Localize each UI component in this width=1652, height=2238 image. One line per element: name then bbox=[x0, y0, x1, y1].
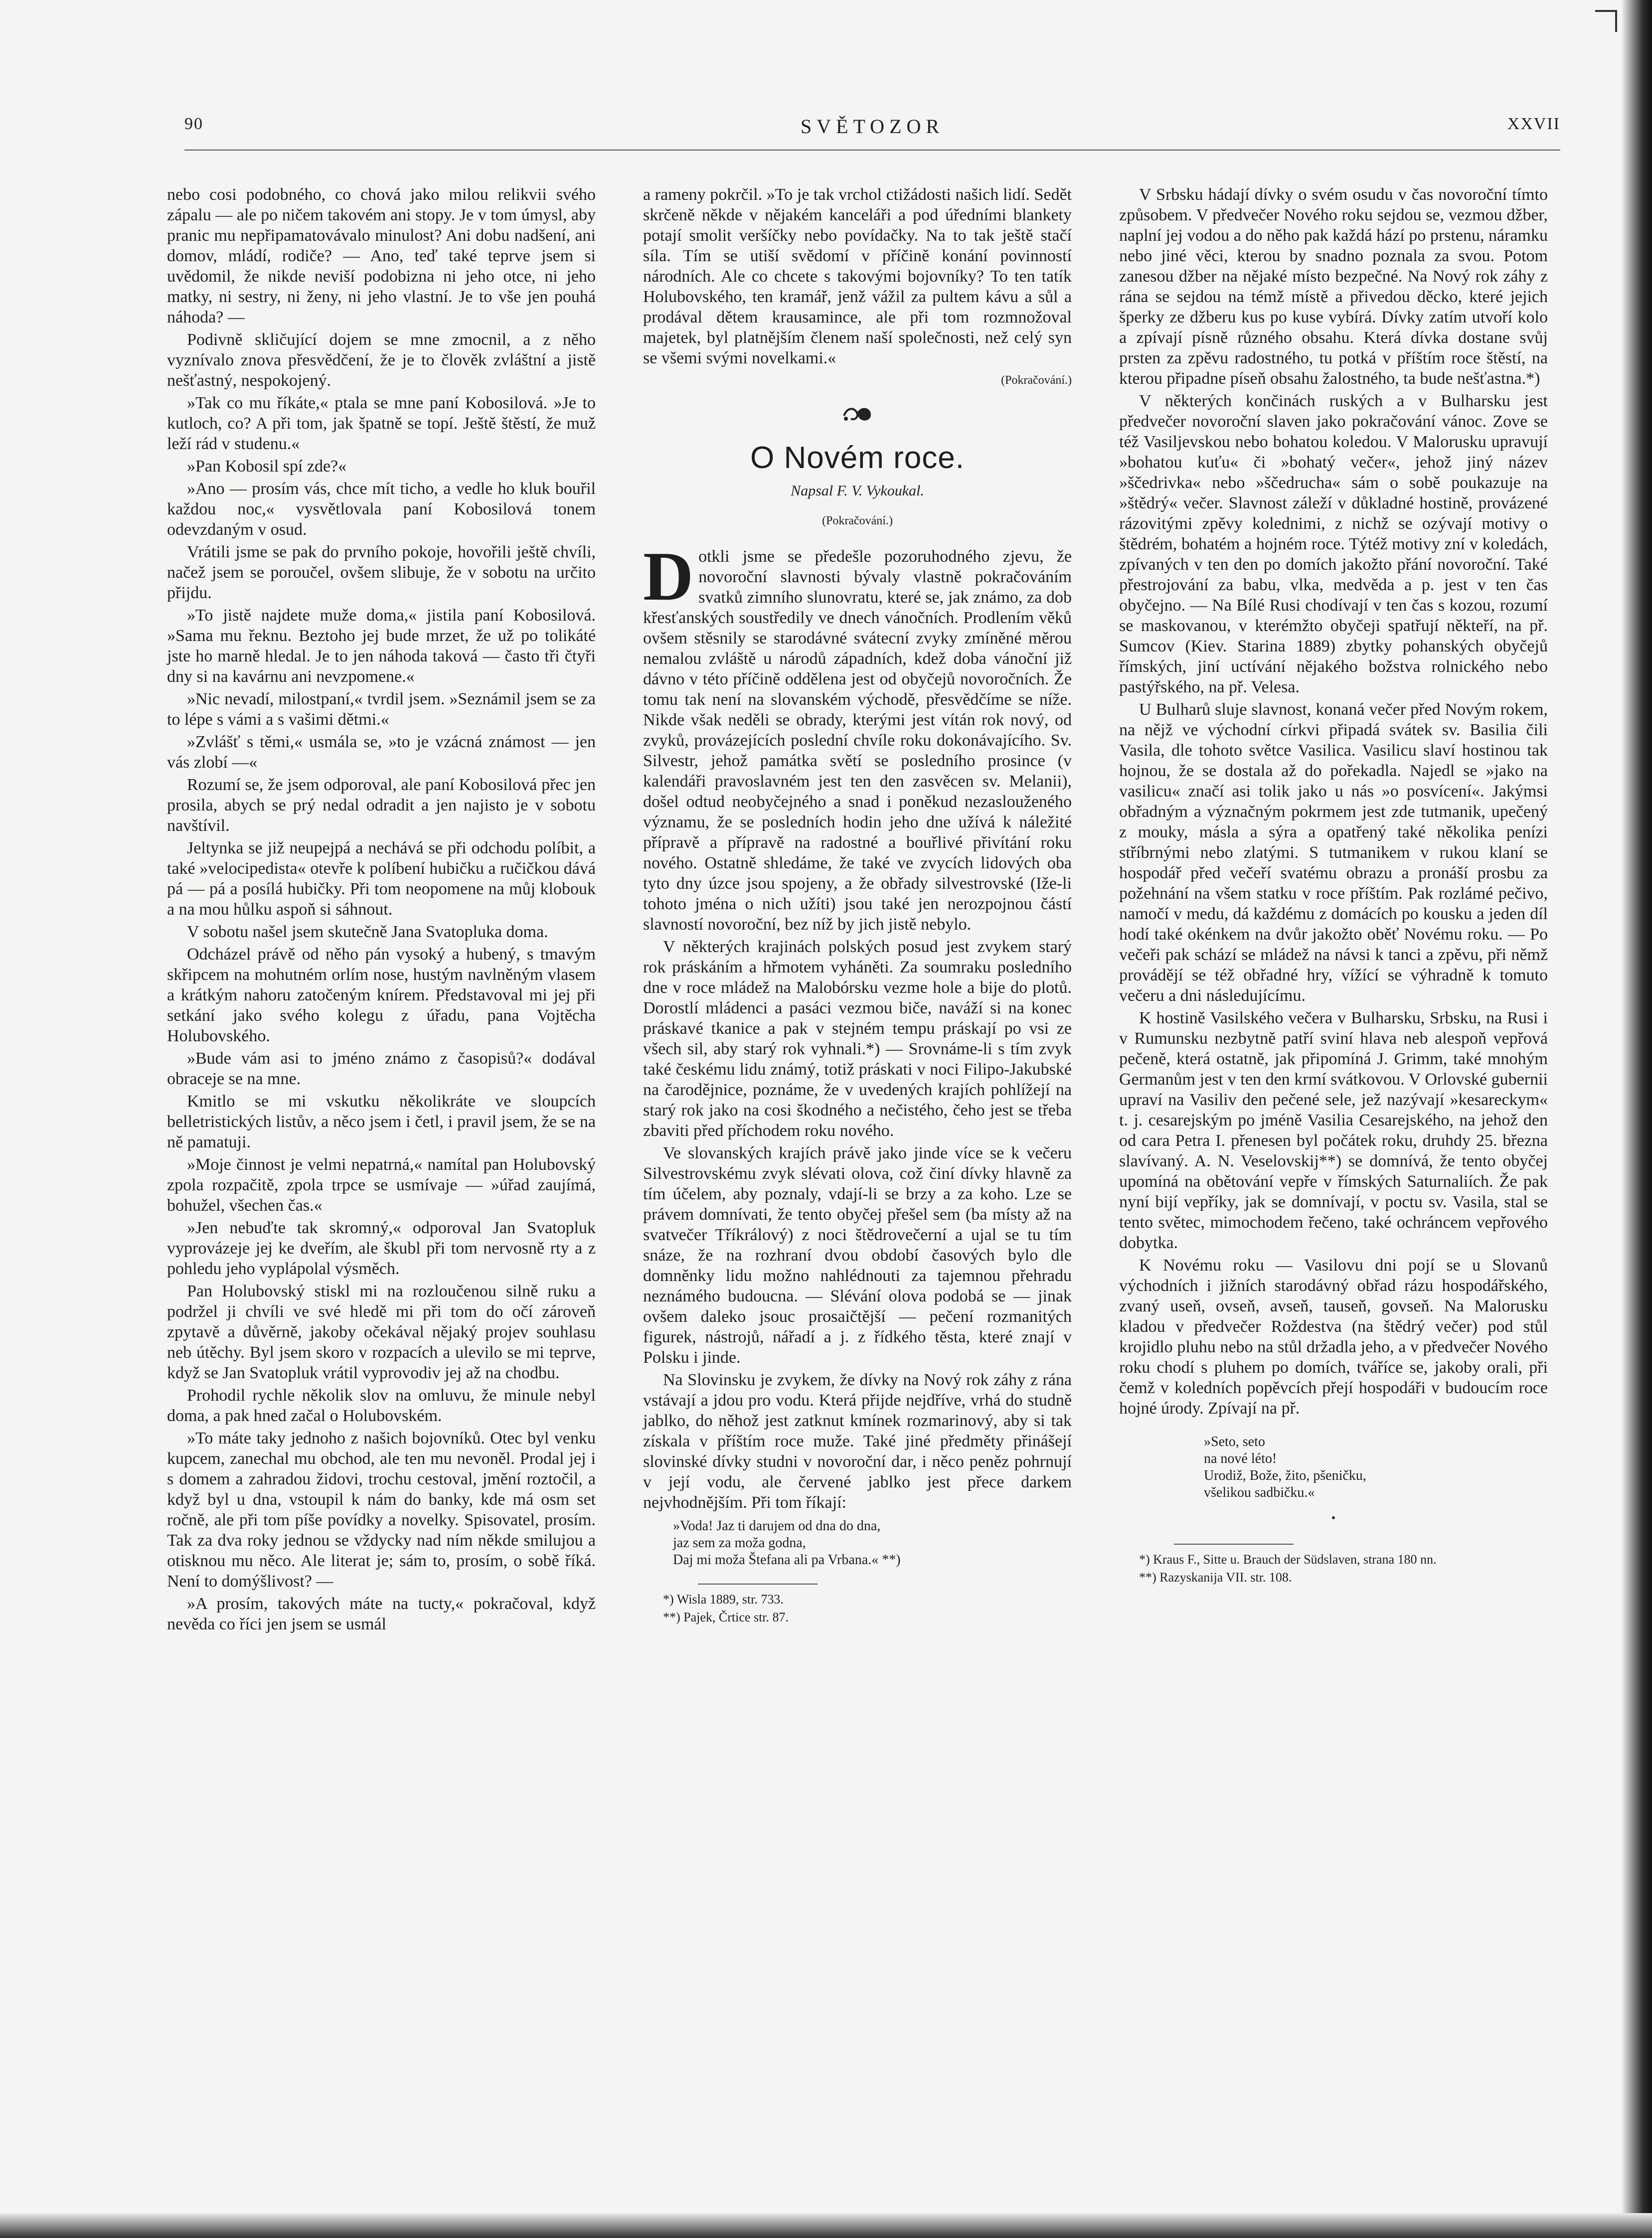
paragraph: K hostině Vasilského večera v Bulharsku, Srbsku, na Rusi i v Rumunsku nezbytně patří sviní hlava neb alespoň vepřová pečeně, která ostatně, jak připomíná J. Grimm, také mnohým Germanům jest v ten den krmí svátkovou. V Orlovské gubernii upraví na Vasiliv den pečené sele, jež nazývají »kesareckym« t. j. cesarejským po jméně Vasilia Cesarejského, na jehož den od cara Petra I. přenesen byl počátek roku, druhdy 25. března slavívaný. A. N. Veselovskij**) se domnívá, že tento obyčej upomíná na obětování vepře v římských Saturnaliích. Že pak nyní bijí vepříky, jak se domnívají, v poctu sv. Vasila, stal se tento světec, mimochodem řečeno, také ochráncem vepřového dobytka. bbox=[1119, 1009, 1548, 1252]
paragraph: Prohodil rychle několik slov na omluvu, že minule nebyl doma, a pak hned začal o Holubovském. bbox=[167, 1386, 596, 1425]
paragraph: a rameny pokrčil. »To je tak vrchol ctižádosti našich lidí. Sedět skrčeně někde v nějakém kanceláři a pod úředními blankety potají smolit veršíčky nebo povídačky. Na to tak ještě stačí síla. Tím se utiší svědomí v příčině konání povinností národních. Ale co chcete s takovými bojovníky? To ten tatík Holubovského, ten kramář, jenž vážil za pultem kávu a sůl a prodával dětem krausamince, ale při tom rozmnožoval majetek, byl platnějším členem naší společnosti, než celý syn se všemi svými novelkami.« bbox=[643, 185, 1072, 367]
fleuron-icon bbox=[840, 401, 875, 426]
paragraph: Pan Holubovský stiskl mi na rozloučenou silně ruku a podržel ji chvíli ve své hledě mi při tom do očí zároveň zpytavě a důvěrně, jakoby očekával nějaký projev souhlasu neb útěchy. Byl jsem skoro v rozpacích a ulevilo se mi teprve, když se Jan Svatopluk vrátil vyprovodiv jej až na chodbu. bbox=[167, 1282, 596, 1382]
page-number: 90 bbox=[184, 115, 203, 133]
paragraph: V Srbsku hádají dívky o svém osudu v čas novoroční tímto způsobem. V předvečer Nového roku sejdou se, vezmou džber, naplní jej vodou a do něho pak každá hází po prstenu, náramku nebo jiné věci, kterou by snadno poznala za svou. Potom zanesou džber na nějaké místo bezpečné. Na Nový rok záhy z rána se sejdou na témž místě a přivedou děcko, které jejich šperky ze džberu kus po kuse vybírá. Dívky zatím utvoří kolo a zpívají písně různého obsahu. Která dívka dostane svůj prsten za zpěvu radostného, tu potká v příštím roce štěstí, na kterou připadne píseň obsahu žalostného, ta bude nešťastna.*) bbox=[1119, 185, 1548, 388]
paragraph: »Moje činnost je velmi nepatrná,« namítal pan Holubovský zpola rozpačitě, zpola trpce se usmívaje — »úřad zaujímá, bohužel, všechen čas.« bbox=[167, 1155, 596, 1215]
paragraph: Na Slovinsku je zvykem, že dívky na Nový rok záhy z rána vstávají a jdou pro vodu. Která přijde nejdříve, vrhá do studně jablko, do něhož jest zatknut kmínek rozmarinový, aby si tak získala v příštím roce muže. Také jiné předměty přinášejí slovinské dívky studni v novoroční dar, i něco peněz pohrnují v její vodu, ale červené jablko jest přece darkem nejvhodnějším. Při tom říkají: bbox=[643, 1371, 1072, 1512]
paragraph: Rozumí se, že jsem odporoval, ale paní Kobosilová přec jen prosila, abych se prý nedal odradit a jen najisto je v sobotu navštívil. bbox=[167, 776, 596, 835]
volume-number: XXVII bbox=[1507, 115, 1560, 133]
paragraph: »To máte taky jednoho z našich bojovníků. Otec byl venku kupcem, zanechal mu obchod, ale ten mu nevoněl. Prodal jej i s domem a zahradou židovi, trochu cestoval, jmění roztočil, a když byl u dna, vstoupil k nám do banky, kde má osm set ročně, ale při tom píše povídky a novelky. Spisovatel, prosím. Tak za dva roky jednou se vždycky nad ním někde smilujou a otisknou mu něco. Ale literat je; sám to, prosím, o sobě říká. Není to domýšlivost? — bbox=[167, 1429, 596, 1591]
poem-line: všelikou sadbičku.« bbox=[1204, 1485, 1315, 1500]
article-byline: Napsal F. V. Vykoukal. bbox=[791, 482, 924, 499]
quote-line: jaz sem za moža godna, bbox=[673, 1535, 806, 1551]
scan-edge-bottom bbox=[0, 2213, 1652, 2238]
paragraph: »Zvlášť s těmi,« usmála se, »to je vzácná známost — jen vás zlobí —« bbox=[167, 733, 596, 772]
paragraph: Vrátili jsme se pak do prvního pokoje, hovořili ještě chvíli, načež jsem se poroučel, ovšem slibuje, že v sobotu na určito přijdu. bbox=[167, 543, 596, 602]
paragraph: »Pan Kobosil spí zde?« bbox=[187, 457, 347, 476]
paragraph: »Tak co mu říkáte,« ptala se mne paní Kobosilová. »Je to kutloch, co? A při tom, jak špatně se topí. Ještě štěstí, že muž leží rád v studenu.« bbox=[167, 394, 596, 453]
header-rule bbox=[184, 150, 1560, 151]
paragraph: Kmitlo se mi vskutku několikráte ve sloupcích belletristických listův, a něco jsem i četl, i pravil jsem, že se na ně pamatuji. bbox=[167, 1092, 596, 1151]
quote-line: »Voda! Jaz ti darujem od dna do dna, bbox=[673, 1518, 881, 1534]
footnote-rule bbox=[698, 1584, 818, 1585]
poem-line: »Seto, seto bbox=[1204, 1434, 1265, 1449]
column-2 bbox=[643, 184, 1072, 2069]
paragraph: »Nic nevadí, milostpaní,« tvrdil jsem. »Seznámil jsem se za to lépe s vámi a s vašimi dětmi.« bbox=[167, 690, 596, 729]
paragraph: »Jen nebuďte tak skromný,« odporoval Jan Svatopluk vyprovázeje jej ke dveřím, ale škubl při tom nervosně rty a z pohledu jeho vyplápolal výsměch. bbox=[167, 1219, 596, 1278]
continuation-label: (Pokračování.) bbox=[822, 514, 893, 527]
article-title: O Novém roce. bbox=[750, 441, 965, 475]
paragraph: V některých končinách ruských a v Bulharsku jest předvečer novoroční slaven jako pokračování vánoc. Zove se též Vasiljevskou nebo bohatou koledou. V Malorusku upravují »bohatou kuťu« či »bohatý večer«, jehož jiný název »ščedrivka« nebo »ščedrucha« sám o sobě poukazuje na »štědrý« večer. Slavnost záleží v důkladné hostině, provázené rázovitými zpěvy kolednimi, z nichž se ozývají motivy o štědrém, bohatém a hojném roce. Týtéž motivy zní v koledách, zpívaných v ten den po domích jakožto přání novoroční. Také přestrojování za babu, vlka, medvěda a p. jest v ten čas obyčejno. — Na Bílé Rusi chodívají v ten čas s kozou, rozumí se maskovanou, v kterémžto obyčeji spatřují někteří, na př. Sumcov (Kiev. Starina 1889) zbytky pohanských obyčejů římských, jiní uctívání nějakého božstva rolnického nebo pastýřského, na př. Velesa. bbox=[1119, 392, 1548, 696]
footnote: *) Wisla 1889, str. 733. bbox=[663, 1592, 784, 1606]
opening-paragraph bbox=[643, 538, 1072, 935]
paragraph: Ve slovanských krajích právě jako jinde více se k večeru Silvestrovskému zvyk slévati olova, což činí dívky hlavně za tím účelem, aby poznaly, vdají-li se brzy a za koho. Lze se právem domnívati, že tento obyčej přešel sem (ba místy až na svatvečer Tříkrálový) z noci štědrovečerní a ujal se tu tím snáze, že na rozhraní dvou období časových bylo dle domněnky lidu možno nahlédnouti za tajemnou přehradu neznámého budoucna. — Slévání olova podobá se — jinak ovšem daleko jsouc prosaičtější — pečení rozmanitých figurek, nástrojů, nářadí a j. z řídkého těsta, které znají v Polsku i jinde. bbox=[643, 1144, 1072, 1367]
column-3 bbox=[1119, 184, 1548, 2069]
footnotes bbox=[1119, 1552, 1548, 1586]
crop-mark bbox=[1595, 10, 1617, 32]
paragraph: »To jistě najdete muže doma,« jistila paní Kobosilová. »Sama mu řeknu. Beztoho jej bude mrzet, že už po tolikáté jste ho marně hledal. Je to jen náhoda taková — často tři čtyři dny si na kavárnu ani nevzpomene.« bbox=[167, 606, 596, 686]
page-header bbox=[184, 115, 1560, 150]
footnote: *) Kraus F., Sitte u. Brauch der Südslaven, strana 180 nn. bbox=[1139, 1552, 1437, 1567]
quote-line: Daj mi moža Štefana ali pa Vrbana.« **) bbox=[673, 1552, 901, 1568]
paragraph: Podivně skličující dojem se mne zmocnil, a z něho vyznívalo znova přesvědčení, že je to člověk zvláštní a jistě nešťastný, nespokojený. bbox=[167, 330, 596, 390]
footnote: **) Razyskanija VII. str. 108. bbox=[1139, 1570, 1292, 1585]
folk-verse-quote bbox=[643, 1518, 1072, 1569]
drop-cap: D bbox=[643, 538, 694, 615]
scan-edge-right bbox=[1622, 0, 1652, 2238]
paragraph: »Bude vám asi to jméno známo z časopisů?« dodával obraceje se na mne. bbox=[167, 1049, 596, 1088]
journal-title: SVĚTOZOR bbox=[800, 115, 945, 138]
continued-label: (Pokračování.) bbox=[1001, 374, 1072, 387]
paragraph: V některých krajinách polských posud jest zvykem starý rok práskáním a hřmotem vyháněti. Za soumraku posledního dne v roce mládež na Malobórsku vezme hole a bije do plotů. Dorostlí mládenci a pasáci vezmou biče, naváží si na konec práskavé tkanice a pak v stejném tempu práskají po vsi ze všech sil, aby starý rok vyhnali.*) — Srovnáme-li s tím zvyk také českému lidu známý, totiž práskati v noci Filipo-Jakubské na čarodějnice, poznáme, že v uvedených krajích pohlížejí na starý rok jako na cosi škodného a nečistého, čeho jest se třeba zbaviti před příchodem roku nového. bbox=[643, 938, 1072, 1140]
footnotes bbox=[643, 1592, 1072, 1625]
separator-dot: • bbox=[1331, 1512, 1336, 1525]
column-1 bbox=[167, 184, 596, 2069]
footnote: **) Pajek, Črtice str. 87. bbox=[663, 1610, 789, 1624]
paragraph: »Ano — prosím vás, chce mít ticho, a vedle ho kluk bouřil každou noc,« vysvětlovala paní Kobosilová tonem odevzdaným v osud. bbox=[167, 480, 596, 539]
paragraph: nebo cosi podobného, co chová jako milou relikvii svého zápalu — ale po ničem takovém ani stopy. Je v tom úmysl, aby pranic mu nepřipamatovávalo minulost? Ani dobu nadšení, ani domov, mládí, rodiče? — Ano, teď také teprve jsem si uvědomil, že nikde neviší podobizna ni jeho otce, ni jeho matky, ni sestry, ni ženy, ni jeho vlastní. Je to vše jen pouhá náhoda? — bbox=[167, 185, 596, 326]
footnote-rule bbox=[1174, 1544, 1294, 1545]
paragraph: »A prosím, takových máte na tucty,« pokračoval, když nevěda co říci jen jsem se usmál bbox=[167, 1595, 596, 1633]
poem-line: Urodiž, Bože, žito, pšeničku, bbox=[1204, 1468, 1366, 1483]
paragraph: Jeltynka se již neupejpá a nechává se při odchodu políbit, a také »velocipedista« otevře k políbení hubičku a ručičkou dává pá — pá a posílá hubičky. Při tom neopomene na můj klobouk a na mou hůlku aspoň si sáhnout. bbox=[167, 839, 596, 919]
paragraph: V sobotu našel jsem skutečně Jana Svatopluka doma. bbox=[187, 923, 548, 941]
paragraph: Odcházel právě od něho pán vysoký a hubený, s tmavým skřipcem na mohutném orlím nose, hustým navlněným vlasem a krátkým nahoru zatočeným knírem. Představoval mi jej při setkání jako svého kolegu z úřadu, pana Vojtěcha Holubovského. bbox=[167, 945, 596, 1045]
paragraph: U Bulharů sluje slavnost, konaná večer před Novým rokem, na nějž ve východní církvi připadá svátek sv. Basilia čili Vasila, dle tohoto světce Vasilica. Vasilicu slaví hostinou tak hojnou, že se dostala až do pořekadla. Najedl se »jako na vasilicu« značí asi tolik jako u nás »o posvícení«. Jakýmsi obřadným a význačným pokrmem jest zde tutmanik, upečený z mouky, másla a sýra a opatřený také několika penízi stříbrnými nebo zlatými. S tutmanikem v rukou klaní se hospodář před večeří svatému obrazu a pronáší prosbu za požehnání na všem statku v roce příštím. Pak rozlámé pečivo, namočí v medu, dá každému z domácích po kousku a jeden díl hodí také okénkem na dvůr jakožto oběť Novému roku. — Po večeři pak schází se mládež na návsi k tanci a zpěvu, při němž provádějí se též obřadné hry, vížící se výhradně k tomuto večeru a dni následujícímu. bbox=[1119, 700, 1548, 1005]
folk-song-verse bbox=[1119, 1434, 1548, 1501]
opening-text: otkli jsme se předešle pozoruhodného zjevu, že novoroční slavnosti bývaly vlastně pokračováním svatků zimního slunovratu, které se, jak známo, za dob křesťanských soustředily ve dnech vánočních. Prodlením věků ovšem stěsnily se starodávné svátecní zvyky zmíněné měrou nemalou zvláště u národů západních, kdež doba vánoční již dávno v této příčině oddělena jest od obyčejů novoročních. Že tomu tak není na slovanském východě, přesvědčíme se níže. Nikde však neděli se obrady, kterými jest vítán rok nový, od zvyků, provázejících poslední chvíle roku dokonávajícího. Sv. Silvestr, jehož památka světí se posledního prosince (v kalendáři pravoslavném jest ten den zasvěcen sv. Melanii), došel odtud neobyčejného a snad i poněkud nezaslouženého významu, že se posledních hodin jeho dne užívá k náležité přípravě a přípravě na radostné a bouřlivé přivítání roku nového. Ostatně shledáme, že také ve zvycích lidových oba tyto dny úzce jsou spojeny, a že obřady silvestrovské (Iže-li tohoto jména o nich užíti) jsou také jen nerozpojnou částí slavností novoroční, bez níž by jich jistě nebylo. bbox=[643, 547, 1072, 934]
poem-line: na nové léto! bbox=[1204, 1451, 1277, 1466]
paragraph: K Novému roku — Vasilovu dni pojí se u Slovanů východních i jižních starodávný obřad rázu hospodářského, zvaný useň, ovseň, avseň, tauseň, govseň. Na Malorusku kladou v předvečer Roždestva (na štědrý večer) pod stůl krojidlo pluhu nebo na stůl držadla jeho, a v předvečer Nového roku chodí s pluhem po domích, tváříce se, jakoby orali, při čemž v koledních popěvcích přejí hospodáři v budoucím roce hojné úrody. Zpívají na př. bbox=[1119, 1256, 1548, 1418]
